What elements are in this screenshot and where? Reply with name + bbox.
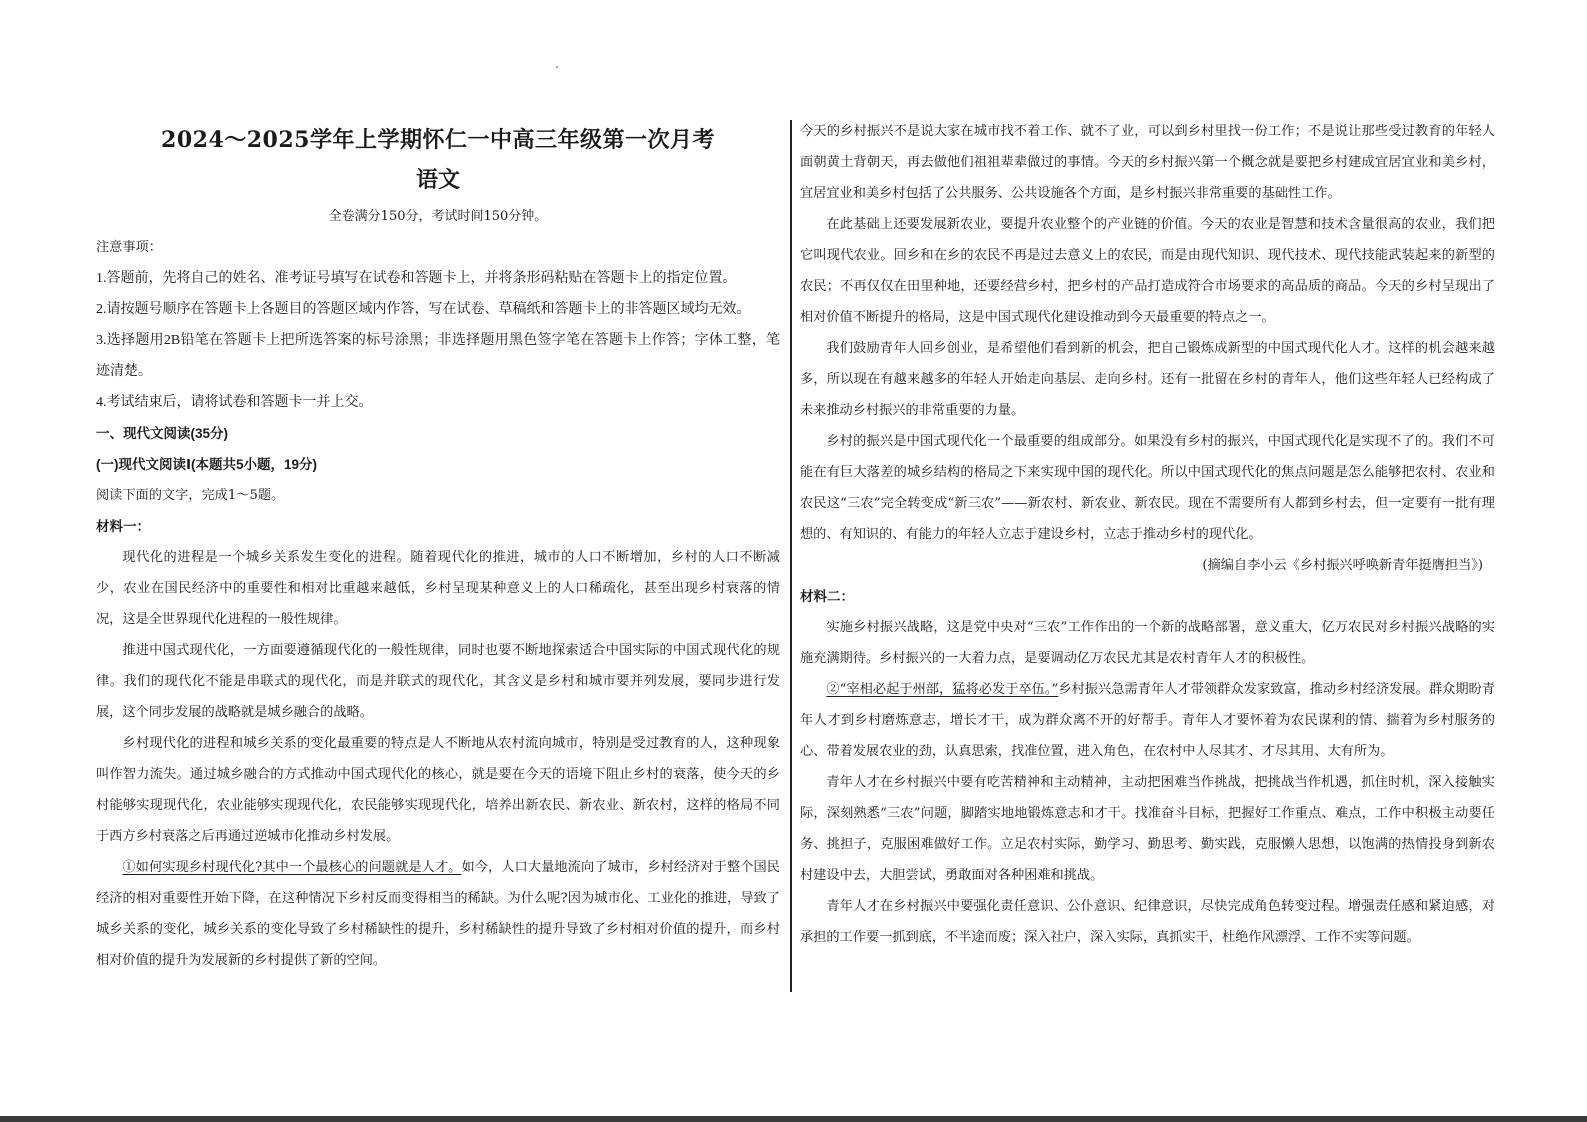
material-1-paragraph: 今天的乡村振兴不是说大家在城市找不着工作、就不了业，可以到乡村里找一份工作；不是说让那些受过教育的年轻人面朝黄土背朝天，再去做他们祖祖辈辈做过的事情。今天的乡村振兴第一个概念就是要把乡村建成宜居宜业和美乡村，宜居宜业和美乡村包括了公共服务、公共设施各个方面，是乡村振兴非常重要的基础性工作。 — [800, 124, 1495, 201]
material-2-paragraph: 青年人才在乡村振兴中要强化责任意识、公仆意识、纪律意识，尽快完成角色转变过程。增强责任感和紧迫感，对承担的工作要一抓到底，不半途而废；深入社户，深入实际，真抓实干，杜绝作风漂浮、工作不实等问题。 — [800, 899, 1495, 945]
note-item-3: 3.选择题用2B铅笔在答题卡上把所选答案的标号涂黑；非选择题用黑色签字笔在答题卡上作答；字体工整，笔迹清楚。 — [96, 333, 780, 379]
material-2-paragraph — [800, 674, 1495, 767]
exam-subject: 语文 — [415, 167, 460, 193]
material-1-label: 材料一： — [96, 519, 150, 534]
note-item-4: 4.考试结束后，请将试卷和答题卡一并上交。 — [96, 395, 373, 410]
material-1-paragraph — [96, 852, 780, 976]
section-instruction: 阅读下面的文字，完成1～5题。 — [96, 488, 285, 503]
material-1-paragraph: 在此基础上还要发展新农业，要提升农业整个的产业链的价值。今天的农业是智慧和技术含量很高的农业，我们把它叫现代农业。回乡和在乡的农民不再是过去意义上的农民，而是由现代知识、现代技术、现代技能武装起来的新型的农民；不再仅仅在田里种地，还要经营乡村，把乡村的产品打造成符合市场要求的高品质的商品。今天的乡村呈现出了相对价值不断提升的格局，这是中国式现代化建设推动到今天最重要的特点之一。 — [800, 217, 1495, 325]
material-1-paragraph: 现代化的进程是一个城乡关系发生变化的进程。随着现代化的推进，城市的人口不断增加，乡村的人口不断减少，农业在国民经济中的重要性和相对比重越来越低，乡村呈现某种意义上的人口稀疏化，甚至出现乡村衰落的情况，这是全世界现代化进程的一般性规律。 — [96, 550, 780, 627]
notes-heading: 注意事项： — [96, 240, 162, 255]
note-item-1: 1.答题前，先将自己的姓名、准考证号填写在试卷和答题卡上，并将条形码粘贴在答题卡上的指定位置。 — [96, 271, 737, 286]
material-1-paragraph: 乡村的振兴是中国式现代化一个最重要的组成部分。如果没有乡村的振兴，中国式现代化是实现不了的。我们不可能在有巨大落差的城乡结构的格局之下来实现中国的现代化。所以中国式现代化的焦点问题是怎么能够把农村、农业和农民这“三农”完全转变成“新三农”——新农村、新农业、新农民。现在不需要所有人都到乡村去，但一定要有一批有理想的、有知识的、有能力的年轻人立志于建设乡村，立志于推动乡村的现代化。 — [800, 434, 1495, 542]
section-heading: 一、现代文阅读(35分) — [96, 426, 229, 441]
note-item-2: 2.请按题号顺序在答题卡上各题目的答题区域内作答，写在试卷、草稿纸和答题卡上的非答题区域均无效。 — [96, 302, 751, 317]
column-divider — [790, 120, 792, 992]
material-1-paragraph: 推进中国式现代化，一方面要遵循现代化的一般性规律，同时也要不断地探索适合中国实际的中国式现代化的规律。我们的现代化不能是串联式的现代化，而是并联式的现代化，其含义是乡村和城市要并列发展，要同步进行发展，这个同步发展的战略就是城乡融合的战略。 — [96, 643, 780, 720]
material-2-label: 材料二： — [800, 589, 854, 604]
material-1-paragraph: 乡村现代化的进程和城乡关系的变化最重要的特点是人不断地从农村流向城市，特别是受过教育的人，这种现象叫作智力流失。通过城乡融合的方式推动中国式现代化的核心，就是要在今天的语境下阻止乡村的衰落，使今天的乡村能够实现现代化，农业能够实现现代化，农民能够实现现代化，培养出新农民、新农业、新农村，这样的格局不同于西方乡村衰落之后再通过逆城市化推动乡村发展。 — [96, 736, 780, 844]
exam-title: 2024～2025学年上学期怀仁一中高三年级第一次月考 — [161, 127, 715, 153]
material-1-source: (摘编自李小云《乡村振兴呼唤新青年挺膺担当》) — [1202, 558, 1483, 573]
underlined-sentence-1: ①如何实现乡村现代化?其中一个最核心的问题就是人才。 — [122, 860, 462, 875]
paragraph-text: 乡村振兴急需青年人才带领群众发家致富，推动乡村经济发展。群众期盼青年人才到乡村磨炼意志，增长才干，成为群众离不开的好帮手。青年人才要怀着为农民谋利的情、揣着为乡村服务的心、带着发展农业的劲，认真思索，找准位置，进入角色，在农村中人尽其才、才尽其用、大有所为。 — [800, 682, 1495, 759]
material-2-paragraph: 实施乡村振兴战略，这是党中央对“三农”工作作出的一个新的战略部署，意义重大，亿万农民对乡村振兴战略的实施充满期待。乡村振兴的一大着力点，是要调动亿万农民尤其是农村青年人才的积极性。 — [800, 620, 1495, 666]
left-column — [96, 0, 780, 976]
sub-section-heading: (一)现代文阅读Ⅰ(本题共5小题，19分) — [96, 457, 318, 472]
material-1-paragraph: 我们鼓励青年人回乡创业，是希望他们看到新的机会，把自己锻炼成新型的中国式现代化人才。这样的机会越来越多，所以现在有越来越多的年轻人开始走向基层、走向乡村。还有一批留在乡村的青年人，他们这些年轻人已经构成了未来推动乡村振兴的非常重要的力量。 — [800, 341, 1495, 418]
material-2-paragraph: 青年人才在乡村振兴中要有吃苦精神和主动精神，主动把困难当作挑战，把挑战当作机遇，抓住时机，深入接触实际，深刻熟悉“三农”问题，脚踏实地地锻炼意志和才干。找准奋斗目标，把握好工作重点、难点，工作中积极主动要任务、挑担子，克服困难做好工作。立足农村实际，勤学习、勤思考、勤实践，克服懒人思想，以饱满的热情投身到新农村建设中去，大胆尝试，勇敢面对各种困难和挑战。 — [800, 775, 1495, 883]
exam-info: 全卷满分150分，考试时间150分钟。 — [328, 209, 548, 224]
right-column — [800, 0, 1495, 953]
scan-bottom-edge — [0, 1116, 1587, 1122]
paragraph-text: 如今，人口大量地流向了城市，乡村经济对于整个国民经济的相对重要性开始下降，在这种情况下乡村反而变得相当的稀缺。为什么呢?因为城市化、工业化的推进，导致了城乡关系的变化，城乡关系的变化导致了乡村稀缺性的提升，乡村稀缺性的提升导致了乡村相对价值的提升，而乡村相对价值的提升为发展新的乡村提供了新的空间。 — [96, 860, 780, 968]
underlined-sentence-2: ②“宰相必起于州部，猛将必发于卒伍。” — [826, 682, 1059, 697]
